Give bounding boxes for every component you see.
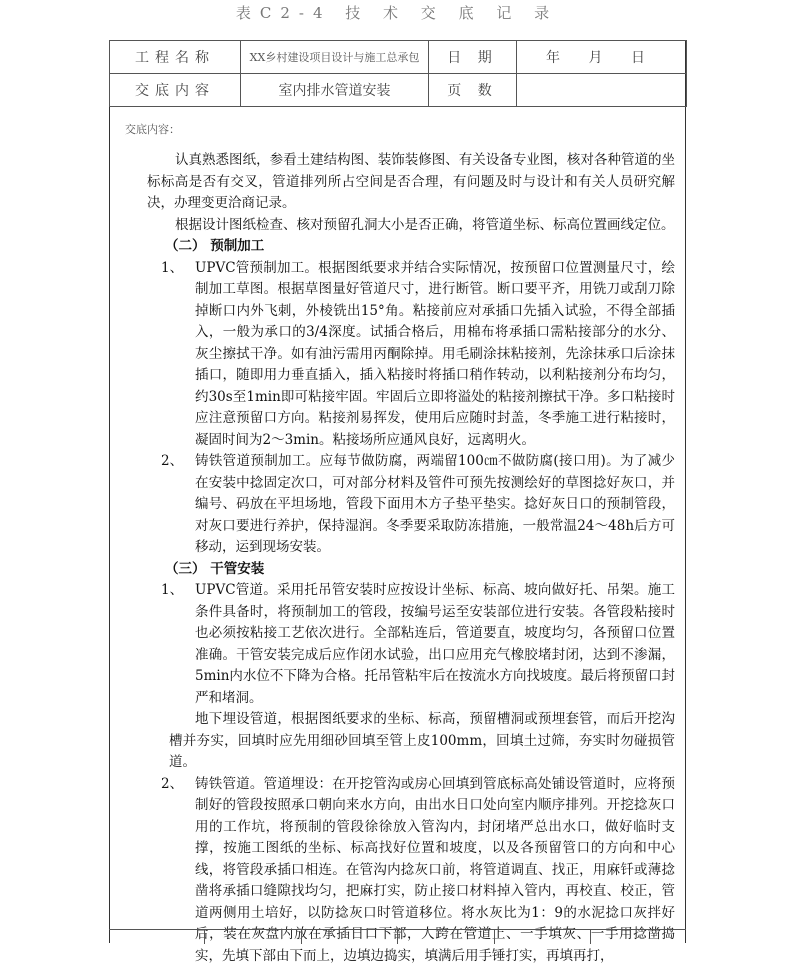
prefab-item-1 (147, 258, 675, 452)
content-value: 室内排水管道安装 (241, 74, 429, 107)
grid-divider (301, 930, 302, 944)
grid-divider (397, 930, 398, 944)
main-pipe-item-1 (147, 580, 675, 709)
item-number: 1、 (161, 258, 183, 280)
project-name-value: XX乡村建设项目设计与施工总承包 (241, 41, 429, 74)
body-label: 交底内容： (125, 121, 180, 137)
item-number: 1、 (161, 580, 183, 602)
footer-grid-line (109, 929, 686, 944)
item-text: 铸铁管道。管道埋设：在开挖管沟或房心回填到管底标高处铺设管道时，应将预制好的管段按照承口朝向来水方向，由出水日口处向室内顺序排列。开挖捻灰口用的工作坑，将预制的管段徐徐放入管沟内，封闭堵严总出水口，做好临时支撑，按施工图纸的坐标、标高找好位置和坡度，以及各预留管口的方向和中心线，将管段承插口相连。在管沟内捻灰口前，将管道调直、找正，用麻钎或薄捻凿将承插口缝隙找均匀，把麻打实，防止接口材料掉入管内，再校直、校正，管道两侧用土培好，以防捻灰口时管道移位。将水灰比为1：9的水泥捻口灰拌好后，装在灰盘内放在承插日口下部，人跨在管道上、一手填灰、一手用捻凿捣实，先填下部由下而上，边填边捣实，填满后用手锤打实，再填再打， (195, 776, 675, 964)
section-heading-prefab: （二） 预制加工 (147, 236, 675, 258)
project-name-label: 工程名称 (110, 41, 241, 74)
item-text: UPVC管道。采用托吊管安装时应按设计坐标、标高、坡向做好托、吊架。施工条件具备时，将预制加工的管段，按编号运至安装部位进行安装。各管段粘接时也必须按粘接工艺依次进行。全部粘连后，管道要直，坡度均匀，各预留口位置准确。干管安装完成后应作闭水试验，出口应用充气橡胶堵封闭，达到不渗漏，5min内水位不下降为合格。托吊管粘牢后在按流水方向找坡度。最后将预留口封严和堵洞。 (195, 582, 675, 706)
item-text: 地下埋设管道，根据图纸要求的坐标、标高，预留槽洞或预埋套管，而后开挖沟槽并夯实，回填时应先用细砂回填至管上皮100mm，回填土过筛，夯实时勿碰损管道。 (169, 711, 675, 770)
page-count-value (517, 74, 687, 107)
item-number: 2、 (161, 774, 183, 796)
date-label: 日 期 (429, 41, 517, 74)
body-text (147, 150, 675, 967)
intro-paragraph-1: 认真熟悉图纸，参看土建结构图、装饰装修图、有关设备专业图，核对各种管道的坐标标高是否有交叉，管道排列所占空间是否合理，有问题及时与设计和有关人员研究解决，办理变更洽商记录。 (147, 150, 675, 215)
item-text: 铸铁管道预制加工。应每节做防腐，两端留100㎝不做防腐(接口用)。为了减少在安装中捻固定次口，可对部分材料及管件可预先按测绘好的草图捻好灰口，并编号、码放在平坦场地，管段下面用木方子垫平垫实。捻好灰日口的预制管段，对灰口要进行养护，保持湿润。冬季要采取防冻措施，一般常温24～48h后方可移动，运到现场安装。 (195, 453, 675, 555)
section-heading-main-pipe: （三） 干管安装 (147, 559, 675, 581)
content-label: 交底内容 (110, 74, 241, 107)
date-value: 年 月 日 (517, 41, 687, 74)
intro-paragraph-2: 根据设计图纸检查、核对预留孔洞大小是否正确，将管道坐标、标高位置画线定位。 (147, 215, 675, 237)
grid-divider (590, 930, 591, 944)
document-title: 表C2-4 技 术 交 底 记 录 (0, 2, 794, 23)
grid-divider (204, 930, 205, 944)
prefab-item-2 (147, 451, 675, 559)
header-row-1 (110, 41, 687, 74)
item-text: UPVC管预制加工。根据图纸要求并结合实际情况，按预留口位置测量尺寸，绘制加工草图。根据草图量好管道尺寸，进行断管。断口要平齐，用铣刀或刮刀除掉断口内外飞刺，外棱铣出15°角。粘接前应对承插口先插入试验，不得全部插入，一般为承口的3/4深度。试插合格后，用棉布将承插口需粘接部分的水分、灰尘擦拭干净。如有油污需用丙酮除掉。用毛刷涂抹粘接剂，先涂抹承口后涂抹插口，随即用力垂直插入，插入粘接时将插口稍作转动，以利粘接剂分布均匀，约30s至1min即可粘接牢固。牢固后立即将溢处的粘接剂擦拭干净。多口粘接时应注意预留口方向。粘接剂易挥发，使用后应随时封盖，冬季施工进行粘接时，凝固时间为2～3min。粘接场所应通风良好，远离明火。 (195, 260, 675, 448)
grid-divider (494, 930, 495, 944)
main-pipe-item-underground (147, 709, 675, 774)
header-table (109, 40, 687, 107)
header-row-2 (110, 74, 687, 107)
page-count-label: 页 数 (429, 74, 517, 107)
item-number: 2、 (161, 451, 183, 473)
